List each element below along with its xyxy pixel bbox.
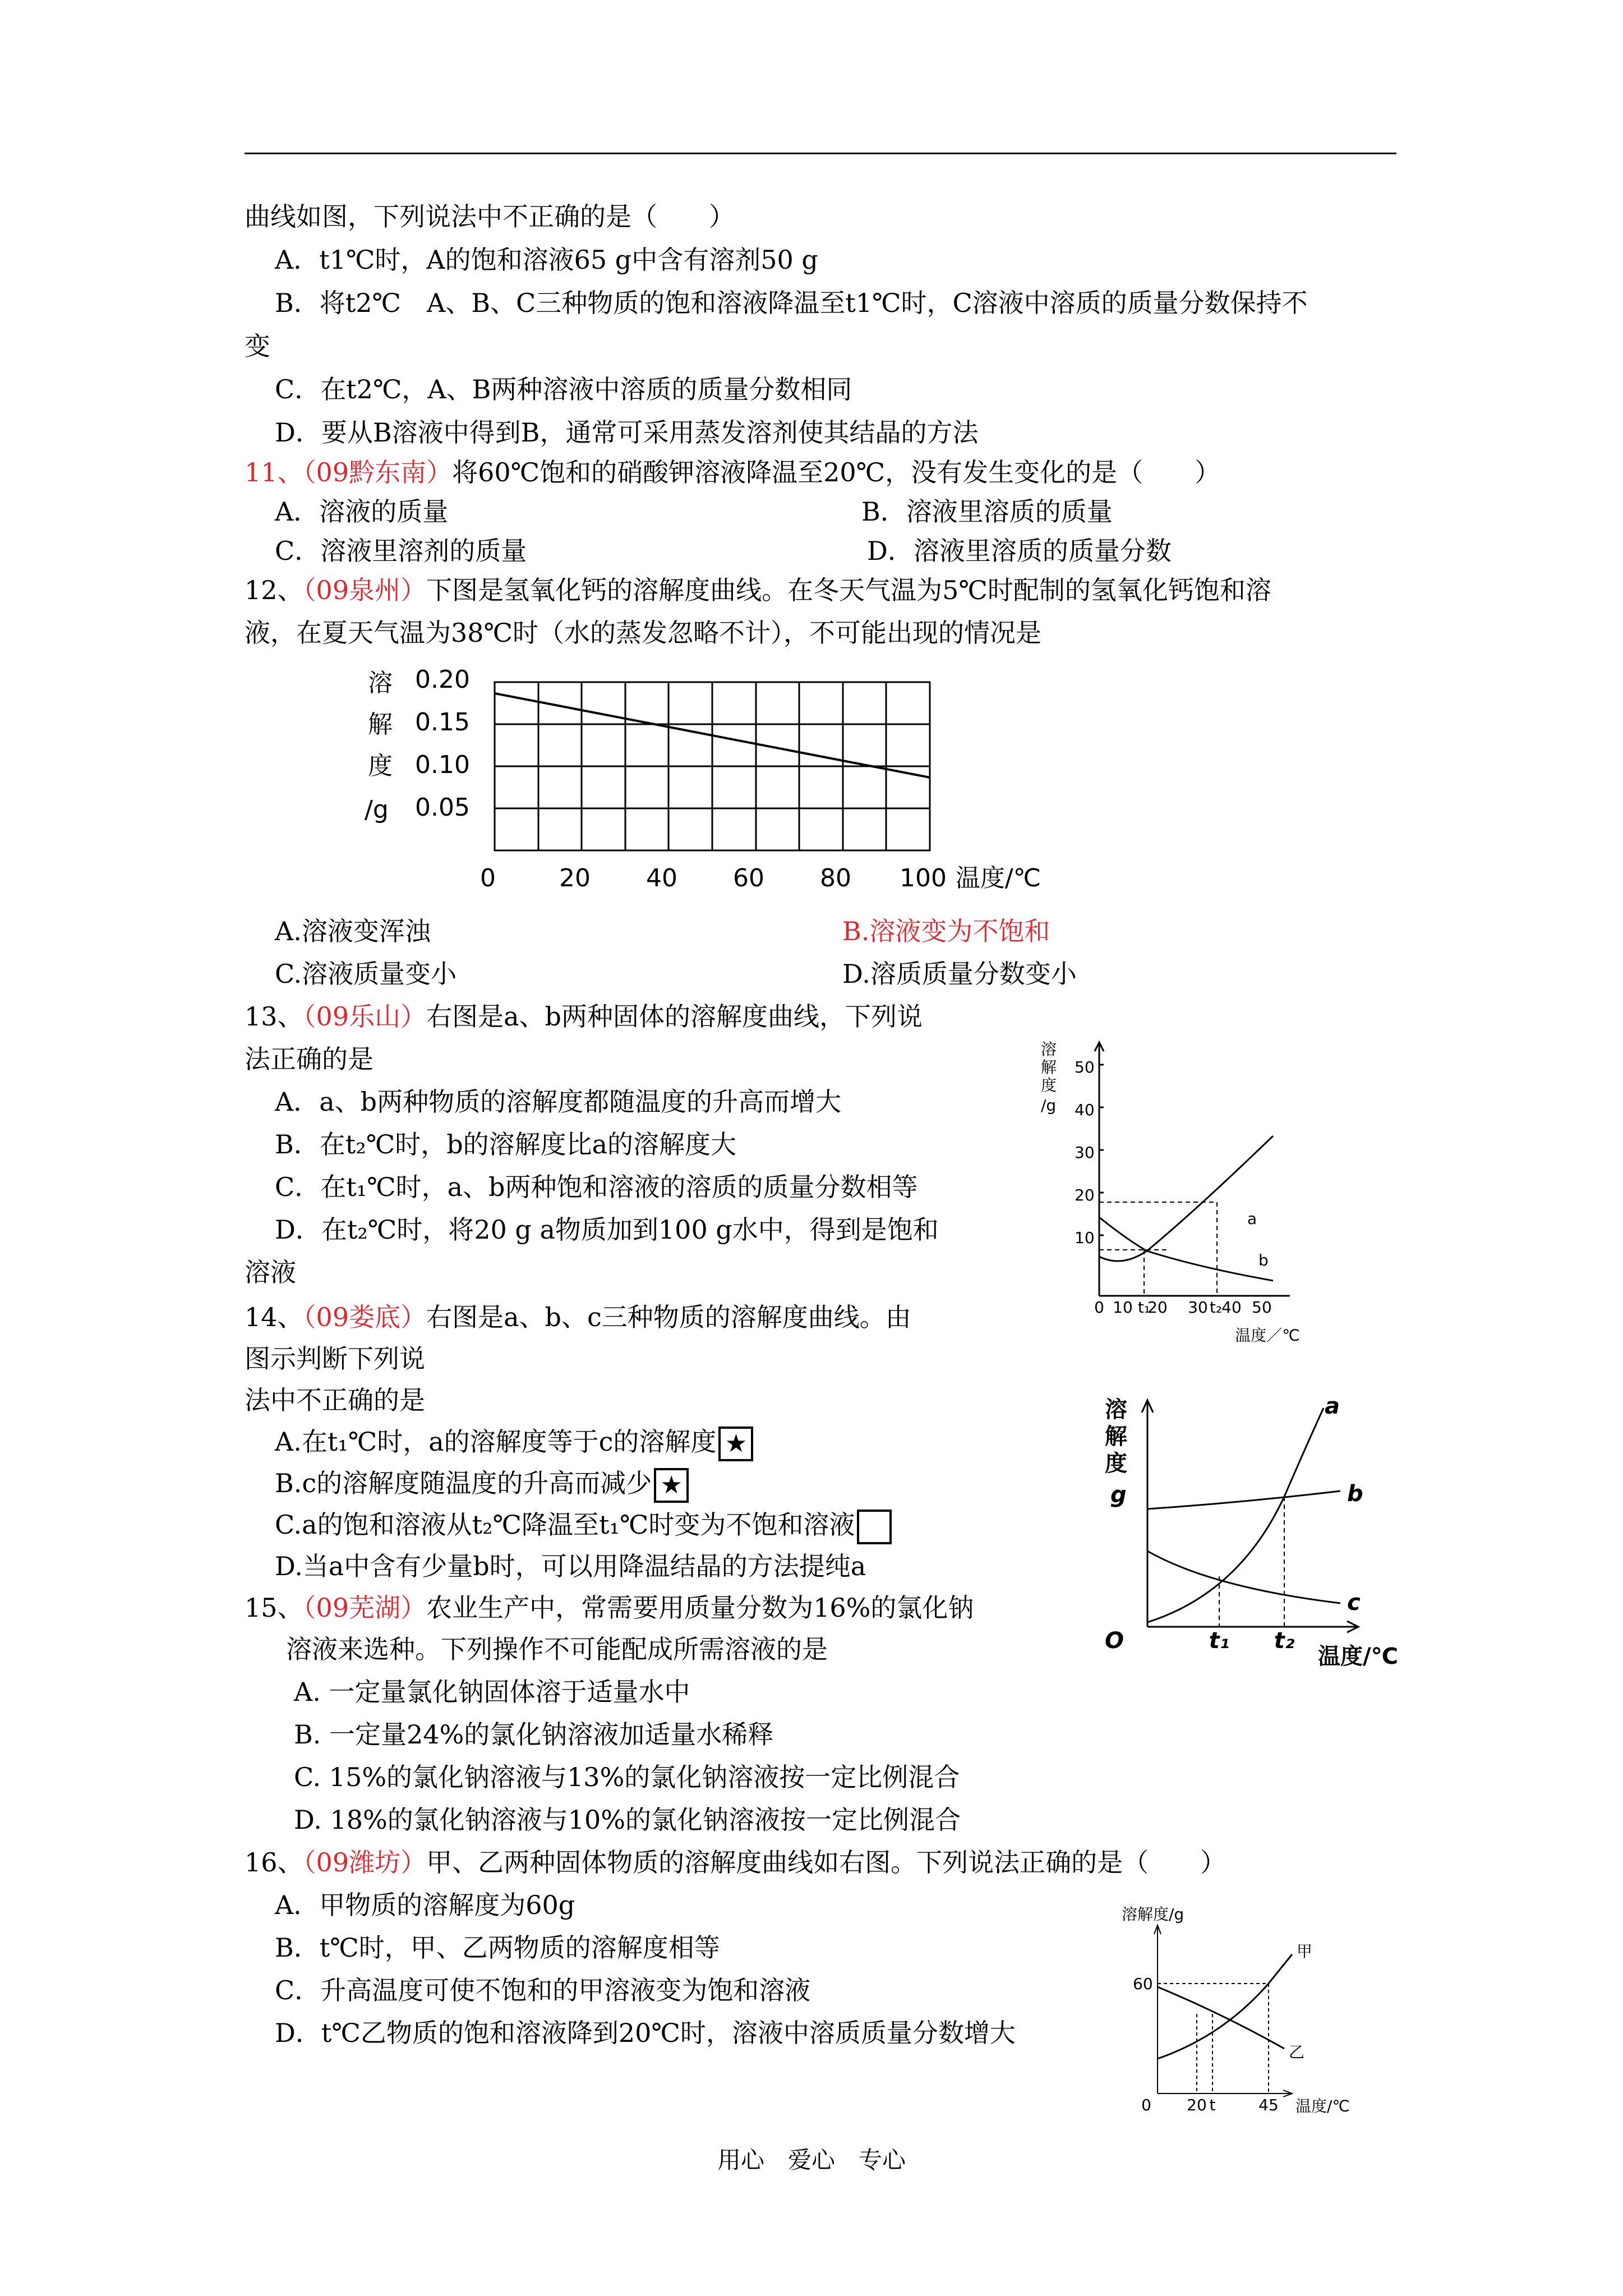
q14-option-b: B.c的溶解度随温度的升高而减少 (275, 1468, 652, 1498)
q14-ylabel-4: g (1110, 1482, 1127, 1508)
q13-stem-cont: 法正确的是 (245, 1044, 374, 1074)
q12-ytick-010: 0.10 (415, 751, 470, 779)
q14-source: （09娄底） (303, 1302, 427, 1332)
q15-text: 农业生产中，常需要用质量分数为16%的氯化钠 (426, 1593, 974, 1623)
q16-xtick-t: t (1209, 2096, 1216, 2114)
q14-stem-cont: 图示判断下列说 (245, 1343, 425, 1374)
q10-option-d: D．要从B溶液中得到B，通常可采用蒸发溶剂使其结晶的方法 (275, 417, 979, 448)
q13-ytick-20: 20 (1075, 1186, 1095, 1204)
q11-option-d: D．溶液里溶质的质量分数 (867, 536, 1172, 566)
q15-source: （09芜湖） (303, 1593, 427, 1623)
q13-xtick-t2: t₂ (1209, 1298, 1223, 1317)
q12-solubility-chart (353, 662, 1110, 909)
q12-option-d: D.溶质质量分数变小 (842, 959, 1077, 989)
q16-ylabel: 溶解度/g (1122, 1905, 1184, 1924)
q12-ylabel-3: 度 (368, 752, 393, 780)
q14-curve-b (1147, 1491, 1340, 1509)
q13-ylabel-3: 度 (1041, 1076, 1057, 1094)
q14-xlabel: 温度/℃ (1318, 1644, 1399, 1669)
q11-option-b: B．溶液里溶质的质量 (861, 496, 1113, 527)
q15-option-b: B. 一定量24%的氯化钠溶液加适量水稀释 (294, 1719, 774, 1750)
q16-stem (245, 1846, 1226, 1879)
q16-solubility-chart (1110, 1896, 1380, 2120)
q16-series-yi-label: 乙 (1289, 2043, 1305, 2062)
q14-xtick-t1: t₁ (1209, 1628, 1230, 1654)
q12-ytick-015: 0.15 (415, 708, 470, 737)
q13-xtick-10: 10 (1113, 1298, 1133, 1317)
q13-ytick-30: 30 (1075, 1143, 1095, 1162)
q12-xtick-0: 0 (480, 864, 496, 892)
q14-xtick-t2: t₂ (1274, 1628, 1295, 1654)
q10-option-b-cont: 变 (245, 331, 270, 361)
page-footer: 用心 爱心 专心 (717, 2146, 906, 2174)
q11-option-c: C．溶液里溶剂的质量 (275, 536, 527, 566)
q12-source: （09泉州） (303, 575, 427, 605)
q10-option-b: B．将t2℃ A、B、C三种物质的饱和溶液降温至t1℃时，C溶液中溶质的质量分数保持不 (275, 288, 1308, 318)
q14-star-mark-a: ★ (718, 1427, 753, 1461)
q14-answer-box (857, 1510, 892, 1544)
header-rule (245, 153, 1396, 154)
q14-ylabel-1: 溶 (1105, 1397, 1127, 1423)
q12-ylabel-1: 溶 (368, 669, 393, 697)
q12-option-a: A.溶液变浑浊 (275, 916, 431, 946)
q11-option-a: A．溶液的质量 (275, 496, 449, 527)
q13-ytick-40: 40 (1075, 1101, 1095, 1119)
q13-xtick-40: 40 (1221, 1298, 1242, 1317)
q11-stem (245, 455, 1220, 489)
q13-xlabel: 温度／℃ (1235, 1326, 1300, 1345)
q12-xtick-20: 20 (559, 864, 591, 892)
q12-xtick-80: 80 (820, 864, 851, 892)
q12-grid (495, 682, 930, 850)
q15-stem-cont: 溶液来选种。下列操作不可能配成所需溶液的是 (286, 1634, 828, 1664)
q15-stem (245, 1591, 974, 1625)
q12-xtick-40: 40 (646, 864, 677, 892)
q13-xtick-0: 0 (1094, 1298, 1104, 1317)
q16-text: 甲、乙两种固体物质的溶解度曲线如右图。下列说法正确的是（ ） (426, 1847, 1227, 1878)
q14-series-a-label: a (1325, 1393, 1340, 1419)
q13-xtick-50: 50 (1252, 1298, 1272, 1317)
q13-guide-lines (1099, 1202, 1217, 1296)
q14-option-c-row (275, 1508, 892, 1544)
q13-ylabel-1: 溶 (1041, 1040, 1057, 1059)
q13-stem (245, 1000, 923, 1033)
q12-ytick-020: 0.20 (415, 665, 470, 694)
q13-option-d: D．在t₂℃时，将20 g a物质加到100 g水中，得到是饱和 (275, 1214, 939, 1245)
q12-stem-cont: 液，在夏天气温为38℃时（水的蒸发忽略不计），不可能出现的情况是 (245, 618, 1041, 648)
q13-ylabel-4: /g (1041, 1096, 1057, 1115)
q13-xtick-30: 30 (1188, 1298, 1208, 1317)
q13-ylabel-2: 解 (1041, 1058, 1057, 1076)
q14-solubility-chart (1099, 1391, 1436, 1683)
q13-series-b-label: b (1258, 1251, 1269, 1269)
q13-ytick-50: 50 (1075, 1058, 1095, 1076)
q14-ylabel-3: 度 (1105, 1451, 1127, 1476)
q16-source: （09潍坊） (303, 1847, 427, 1878)
q13-series-a-label: a (1247, 1209, 1257, 1228)
q14-series-b-label: b (1347, 1481, 1363, 1507)
q13-xtick-t1: t₁ (1137, 1298, 1151, 1317)
q12-ylabel-4: /g (365, 795, 389, 824)
q16-series-jia-label: 甲 (1297, 1942, 1313, 1961)
q12-number: 12、 (245, 575, 303, 605)
q10-option-a: A．t1℃时，A的饱和溶液65 g中含有溶剂50 g (275, 245, 818, 275)
q15-option-d: D. 18%的氯化钠溶液与10%的氯化钠溶液按一定比例混合 (294, 1805, 961, 1835)
q14-option-b-row (275, 1466, 689, 1503)
q12-ylabel-2: 解 (368, 710, 393, 739)
q16-xtick-0: 0 (1141, 2096, 1151, 2114)
q13-number: 13、 (245, 1001, 303, 1032)
q11-number: 11、 (245, 457, 303, 487)
q13-option-c: C．在t₁℃时，a、b两种饱和溶液的溶质的质量分数相等 (275, 1172, 918, 1202)
q14-text: 右图是a、b、c三种物质的溶解度曲线。由 (426, 1302, 911, 1332)
q13-option-a: A．a、b两种物质的溶解度都随温度的升高而增大 (275, 1087, 842, 1117)
q14-stem-cont2: 法中不正确的是 (245, 1385, 425, 1415)
q16-curve-jia (1158, 1954, 1292, 2059)
q14-series-c-label: c (1347, 1590, 1361, 1616)
q14-number: 14、 (245, 1302, 303, 1332)
q16-curve-yi (1158, 1987, 1284, 2049)
q16-xtick-20: 20 (1187, 2096, 1207, 2114)
q13-ytick-10: 10 (1075, 1228, 1095, 1247)
q16-ytick-60: 60 (1133, 1975, 1153, 1993)
q13-text: 右图是a、b两种固体的溶解度曲线，下列说 (426, 1001, 923, 1032)
q14-option-a: A.在t₁℃时，a的溶解度等于c的溶解度 (275, 1427, 717, 1457)
q11-text: 将60℃饱和的硝酸钾溶液降温至20℃，没有发生变化的是（ ） (452, 457, 1221, 487)
q11-source: （09黔东南） (303, 457, 453, 487)
q13-source: （09乐山） (303, 1001, 427, 1032)
q14-option-a-row (275, 1425, 753, 1461)
q16-option-b: B．t℃时，甲、乙两物质的溶解度相等 (275, 1932, 720, 1963)
q12-option-c: C.溶液质量变小 (275, 959, 457, 989)
q12-text: 下图是氢氧化钙的溶解度曲线。在冬天气温为5℃时配制的氢氧化钙饱和溶 (426, 575, 1271, 605)
q12-option-b: B.溶液变为不饱和 (842, 916, 1050, 946)
q13-solubility-chart (1032, 1032, 1368, 1346)
q10-option-c: C．在t2℃，A、B两种溶液中溶质的质量分数相同 (275, 374, 852, 404)
q15-number: 15、 (245, 1593, 303, 1623)
q14-option-d: D.当a中含有少量b时，可以用降温结晶的方法提纯a (275, 1551, 866, 1581)
q14-origin: O (1105, 1628, 1124, 1654)
q12-xtick-100: 100 (900, 864, 947, 892)
q10-stem-cont: 曲线如图，下列说法中不正确的是（ ） (245, 201, 735, 232)
q12-xlabel: 温度/℃ (955, 864, 1041, 892)
q16-option-d: D．t℃乙物质的饱和溶液降到20℃时，溶液中溶质质量分数增大 (275, 2018, 1016, 2048)
q12-stem (245, 573, 1271, 607)
q13-curve-a (1099, 1136, 1273, 1261)
q13-option-b: B．在t₂℃时，b的溶解度比a的溶解度大 (275, 1129, 737, 1159)
q14-curve-a (1147, 1408, 1324, 1622)
q13-option-d-cont: 溶液 (245, 1257, 296, 1287)
q14-ylabel-2: 解 (1105, 1424, 1127, 1450)
q14-option-c: C.a的饱和溶液从t₂℃降温至t₁℃时变为不饱和溶液 (275, 1510, 855, 1540)
q15-option-c: C. 15%的氯化钠溶液与13%的氯化钠溶液按一定比例混合 (294, 1762, 960, 1792)
q16-option-c: C．升高温度可使不饱和的甲溶液变为饱和溶液 (275, 1975, 811, 2005)
q14-stem (245, 1300, 911, 1334)
q12-xtick-60: 60 (733, 864, 764, 892)
q16-number: 16、 (245, 1847, 303, 1878)
q13-xtick-20: 20 (1147, 1298, 1168, 1317)
q12-ytick-005: 0.05 (415, 793, 470, 822)
q16-xlabel: 温度/℃ (1295, 2097, 1350, 2115)
q14-star-mark-b: ★ (654, 1468, 689, 1503)
q16-xtick-45: 45 (1258, 2096, 1279, 2114)
q15-option-a: A. 一定量氯化钠固体溶于适量水中 (294, 1677, 690, 1707)
q16-option-a: A．甲物质的溶解度为60g (275, 1890, 575, 1920)
